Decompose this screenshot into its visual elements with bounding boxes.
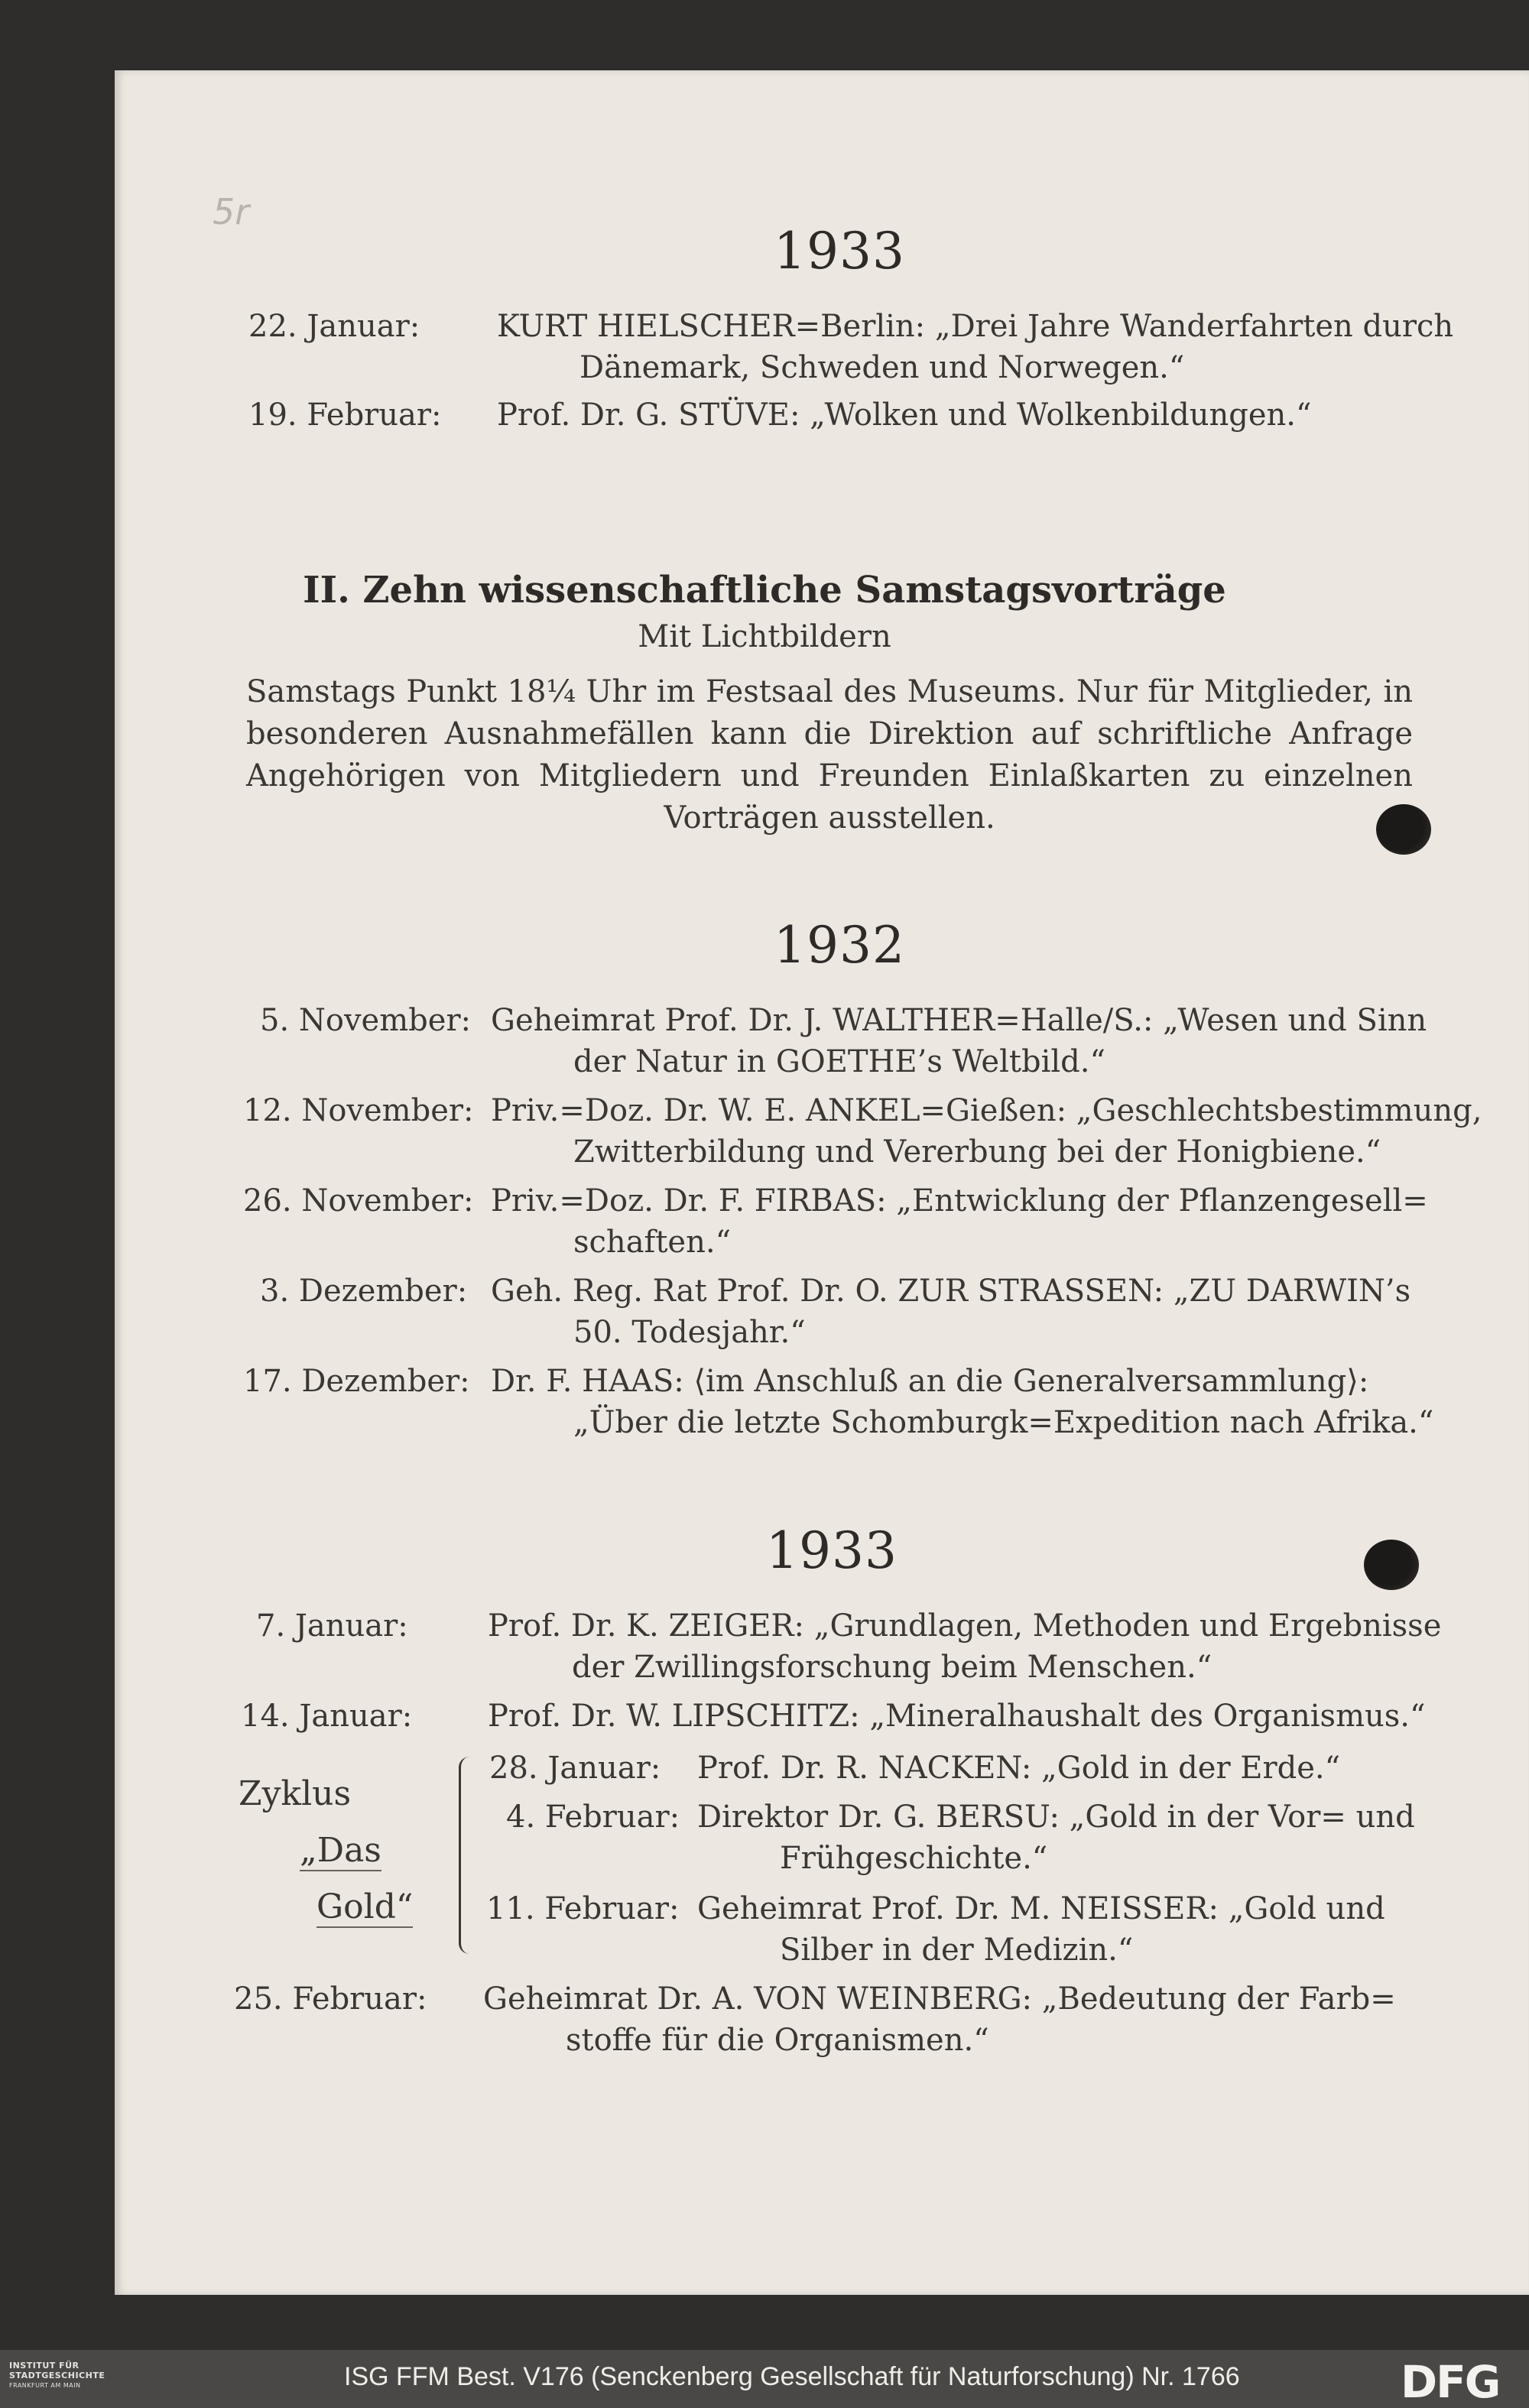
lecture-date: 25. Februar: <box>234 1981 427 2017</box>
section-title: II. Zehn wissenschaftliche Samstagsvorträge <box>303 569 1226 612</box>
lecture-date: 22. Januar: <box>248 309 420 344</box>
punch-hole <box>1364 1540 1419 1590</box>
dfg-logo: DFG <box>1401 2356 1500 2408</box>
lecture-date: 26. November: <box>243 1183 474 1219</box>
lecture-text: Priv.=Doz. Dr. F. FIRBAS: „Entwicklung der Pflanzengesell= schaften.“ <box>491 1183 1428 1260</box>
lecture-text: Geheimrat Prof. Dr. M. NEISSER: „Gold und Silber in der Medizin.“ <box>697 1891 1385 1968</box>
archive-caption: ISG FFM Best. V176 (Senckenberg Gesellschaft für Naturforschung) Nr. 1766 <box>344 2362 1240 2391</box>
lecture-text: Dr. F. HAAS: ⟨im Anschluß an die Generalversammlung⟩: „Über die letzte Schomburgk=Expedition nach Afrika.“ <box>491 1364 1434 1440</box>
lecture-text: Priv.=Doz. Dr. W. E. ANKEL=Gießen: „Geschlechtsbestimmung, Zwitterbildung und Vererbung bei der Honigbiene.“ <box>491 1093 1482 1170</box>
cycle-brace <box>459 1757 478 1954</box>
year-heading: 1933 <box>774 222 905 281</box>
lecture-date: 3. Dezember: <box>260 1274 468 1309</box>
lecture-text: Prof. Dr. G. STÜVE: „Wolken und Wolkenbildungen.“ <box>497 398 1312 433</box>
lecture-date: 12. November: <box>243 1093 474 1128</box>
lecture-text: Direktor Dr. G. BERSU: „Gold in der Vor= und Frühgeschichte.“ <box>697 1800 1415 1876</box>
lecture-text: Geheimrat Prof. Dr. J. WALTHER=Halle/S.: „Wesen und Sinn der Natur in GOETHE’s Weltbild.“ <box>491 1003 1427 1079</box>
year-heading: 1932 <box>774 916 905 975</box>
lecture-text: Geheimrat Dr. A. VON WEINBERG: „Bedeutung der Farb= stoffe für die Organismen.“ <box>483 1981 1396 2058</box>
lecture-date: 14. Januar: <box>241 1699 413 1734</box>
lecture-text: KURT HIELSCHER=Berlin: „Drei Jahre Wanderfahrten durch Dänemark, Schweden und Norwegen.“ <box>497 309 1454 385</box>
lecture-text: Geh. Reg. Rat Prof. Dr. O. ZUR STRASSEN: „ZU DARWIN’s 50. Todesjahr.“ <box>491 1274 1411 1350</box>
year-heading: 1933 <box>766 1521 898 1580</box>
lecture-date: 7. Januar: <box>256 1608 408 1644</box>
lecture-date: 17. Dezember: <box>243 1364 470 1399</box>
section-paragraph: Samstags Punkt 18¼ Uhr im Festsaal des Museums. Nur für Mitglieder, in besonderen Ausnahmefällen kann die Direktion auf schriftliche Anfrage Angehörigen von Mitgliedern und Freunden Einlaßkarten zu einzelnen Vorträgen ausstellen. <box>246 674 1413 836</box>
lecture-date: 19. Februar: <box>248 398 442 433</box>
archive-footer <box>0 2350 1529 2408</box>
lecture-text: Prof. Dr. R. NACKEN: „Gold in der Erde.“ <box>697 1751 1341 1786</box>
section-subtitle: Mit Lichtbildern <box>638 619 891 654</box>
lecture-date: 4. Februar: <box>506 1800 680 1835</box>
lecture-date: 28. Januar: <box>489 1751 661 1786</box>
lecture-date: 5. November: <box>260 1003 472 1038</box>
lecture-text: Prof. Dr. W. LIPSCHITZ: „Mineralhaushalt des Organismus.“ <box>488 1699 1426 1734</box>
institute-logo: INSTITUT FÜR STADTGESCHICHTE FRANKFURT AM MAIN <box>9 2361 106 2389</box>
cycle-label: Zyklus „Das Gold“ <box>239 1774 414 1926</box>
pencil-annotation: 5r <box>213 191 250 232</box>
punch-hole <box>1376 804 1431 855</box>
lecture-text: Prof. Dr. K. ZEIGER: „Grundlagen, Methoden und Ergebnisse der Zwillingsforschung beim Menschen.“ <box>488 1608 1442 1685</box>
lecture-date: 11. Februar: <box>486 1891 680 1926</box>
